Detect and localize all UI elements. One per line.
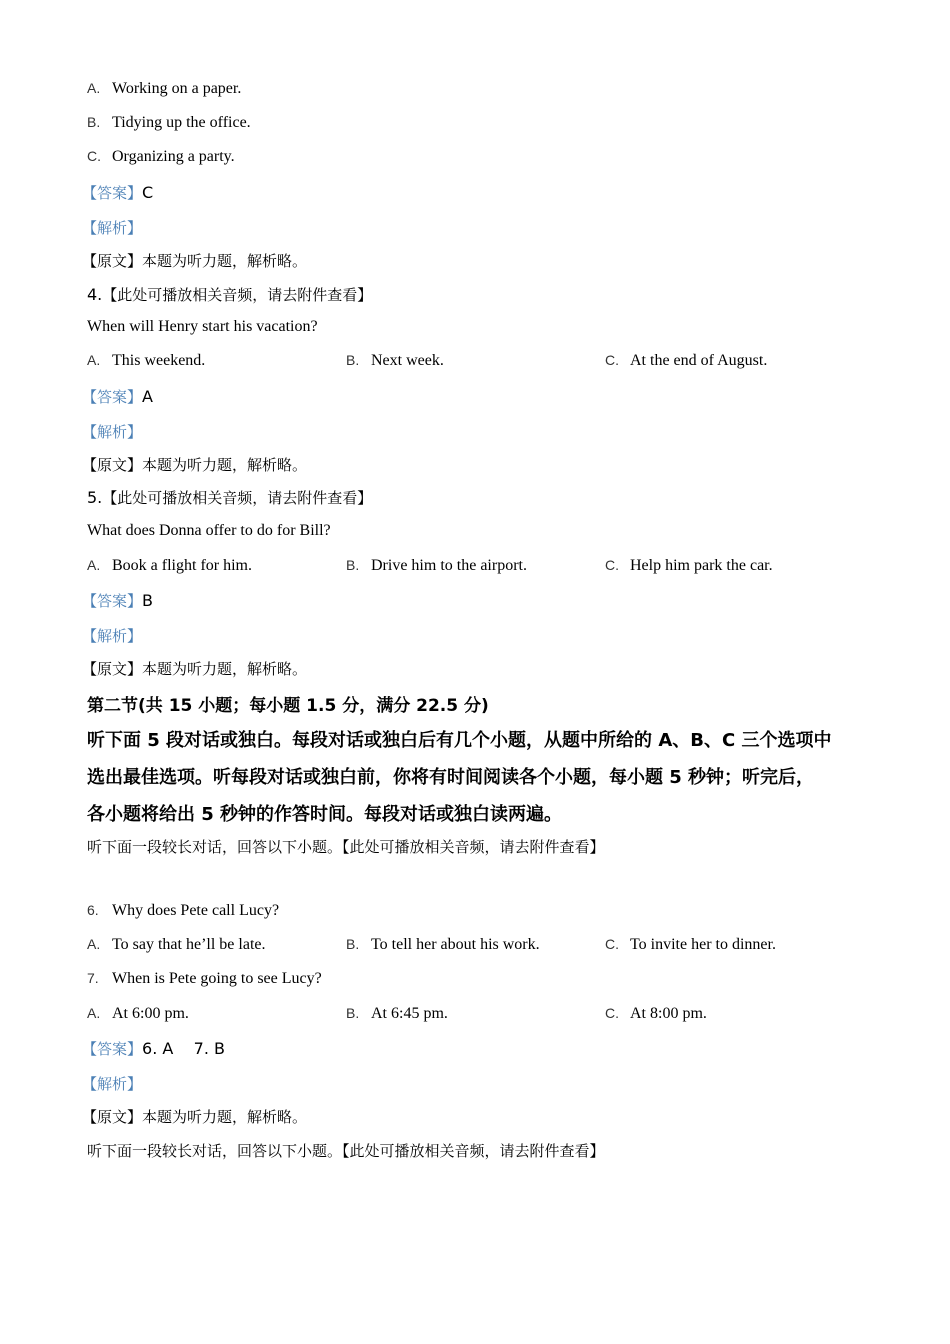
option-text: Book a flight for him. (112, 557, 252, 574)
q3-answer (82, 182, 153, 203)
question-text: When is Pete going to see Lucy? (112, 970, 322, 987)
original-label: 【原文】 (82, 1108, 143, 1126)
original-label: 【原文】 (82, 456, 143, 474)
option-text: Tidying up the office. (112, 114, 251, 131)
option-text: At 6:45 pm. (371, 1005, 448, 1022)
q67-analysis (82, 1073, 142, 1094)
original-text: 本题为听力题，解析略。 (142, 660, 308, 678)
dialogue-intro[interactable]: 听下面一段较长对话，回答以下小题。【此处可播放相关音频，请去附件查看】 (87, 838, 605, 856)
option-text: This weekend. (112, 352, 206, 369)
option-text: To say that he’ll be late. (112, 936, 266, 953)
option-letter: A. (87, 80, 101, 96)
option-text: Organizing a party. (112, 148, 235, 165)
q5-answer (82, 590, 153, 611)
q3-original (82, 250, 307, 271)
original-label: 【原文】 (82, 660, 143, 678)
q3-option-a (87, 80, 241, 98)
question-number: 5. (87, 488, 103, 507)
q4-question: When will Henry start his vacation? (87, 318, 318, 335)
answer-label: 【答案】 (82, 592, 143, 610)
q5-header (87, 487, 372, 508)
q67-answer (82, 1038, 225, 1059)
q6-option-b (346, 936, 540, 954)
section2-instruction-3: 各小题将给出 5 秒钟的作答时间。每段对话或独白读两遍。 (87, 804, 563, 825)
q6-option-a (87, 936, 266, 954)
answer-label: 【答案】 (82, 388, 143, 406)
option-text: To tell her about his work. (371, 936, 540, 953)
option-letter: C. (605, 936, 619, 952)
option-text: At 6:00 pm. (112, 1005, 189, 1022)
q4-analysis (82, 421, 142, 442)
section2-title: 第二节(共 15 小题；每小题 1.5 分，满分 22.5 分) (87, 696, 489, 716)
option-letter: A. (87, 352, 101, 368)
q5-question: What does Donna offer to do for Bill? (87, 522, 331, 539)
option-letter: B. (346, 352, 360, 368)
option-letter: C. (605, 352, 619, 368)
q5-option-b (346, 557, 527, 575)
answer-value: B (142, 591, 153, 610)
q4-answer (82, 386, 153, 407)
option-text: Working on a paper. (112, 80, 242, 97)
option-text: At 8:00 pm. (630, 1005, 707, 1022)
q3-option-c (87, 148, 235, 166)
section2-instruction-2: 选出最佳选项。听每段对话或独白前，你将有时间阅读各个小题，每小题 5 秒钟；听完后， (87, 767, 815, 788)
answer-label: 【答案】 (82, 184, 143, 202)
option-letter: C. (87, 148, 101, 164)
option-letter: A. (87, 936, 101, 952)
analysis-label: 【解析】 (82, 627, 143, 645)
q4-header (87, 284, 372, 305)
answer-value: A (142, 387, 153, 406)
q5-option-c (605, 557, 773, 575)
q7-option-b (346, 1005, 448, 1023)
q5-original (82, 658, 307, 679)
audio-note[interactable]: 【此处可播放相关音频，请去附件查看】 (102, 286, 373, 304)
q6-option-c (605, 936, 776, 954)
option-letter: C. (605, 1005, 619, 1021)
next-dialogue-intro[interactable]: 听下面一段较长对话，回答以下小题。【此处可播放相关音频，请去附件查看】 (87, 1142, 605, 1160)
q4-option-b (346, 352, 444, 370)
q7-option-a (87, 1005, 189, 1023)
q5-option-a (87, 557, 252, 575)
q67-original (82, 1106, 307, 1127)
original-label: 【原文】 (82, 252, 143, 270)
original-text: 本题为听力题，解析略。 (142, 1108, 308, 1126)
question-number: 4. (87, 285, 103, 304)
analysis-label: 【解析】 (82, 219, 143, 237)
answer-value: C (142, 183, 154, 202)
q4-option-c (605, 352, 767, 370)
q4-original (82, 454, 307, 475)
option-letter: C. (605, 557, 619, 573)
q4-option-a (87, 352, 205, 370)
question-text: Why does Pete call Lucy? (112, 902, 280, 919)
section2-instruction-1: 听下面 5 段对话或独白。每段对话或独白后有几个小题，从题中所给的 A、B、C 三个选项中 (87, 730, 832, 751)
option-text: To invite her to dinner. (630, 936, 776, 953)
answer-value: 6. A 7. B (142, 1039, 225, 1058)
option-text: Help him park the car. (630, 557, 773, 574)
analysis-label: 【解析】 (82, 423, 143, 441)
option-text: Drive him to the airport. (371, 557, 527, 574)
option-letter: B. (87, 114, 101, 130)
original-text: 本题为听力题，解析略。 (142, 252, 308, 270)
q5-analysis (82, 625, 142, 646)
q6-question-line (87, 902, 279, 920)
q3-option-b (87, 114, 251, 132)
option-letter: B. (346, 1005, 360, 1021)
option-text: Next week. (371, 352, 444, 369)
q7-question-line (87, 970, 322, 988)
option-letter: B. (346, 557, 360, 573)
option-letter: A. (87, 557, 101, 573)
audio-note[interactable]: 【此处可播放相关音频，请去附件查看】 (102, 489, 373, 507)
question-number: 7. (87, 970, 99, 986)
answer-label: 【答案】 (82, 1040, 143, 1058)
analysis-label: 【解析】 (82, 1075, 143, 1093)
option-letter: A. (87, 1005, 101, 1021)
original-text: 本题为听力题，解析略。 (142, 456, 308, 474)
q7-option-c (605, 1005, 707, 1023)
q3-analysis (82, 217, 142, 238)
option-text: At the end of August. (630, 352, 768, 369)
option-letter: B. (346, 936, 360, 952)
question-number: 6. (87, 902, 99, 918)
